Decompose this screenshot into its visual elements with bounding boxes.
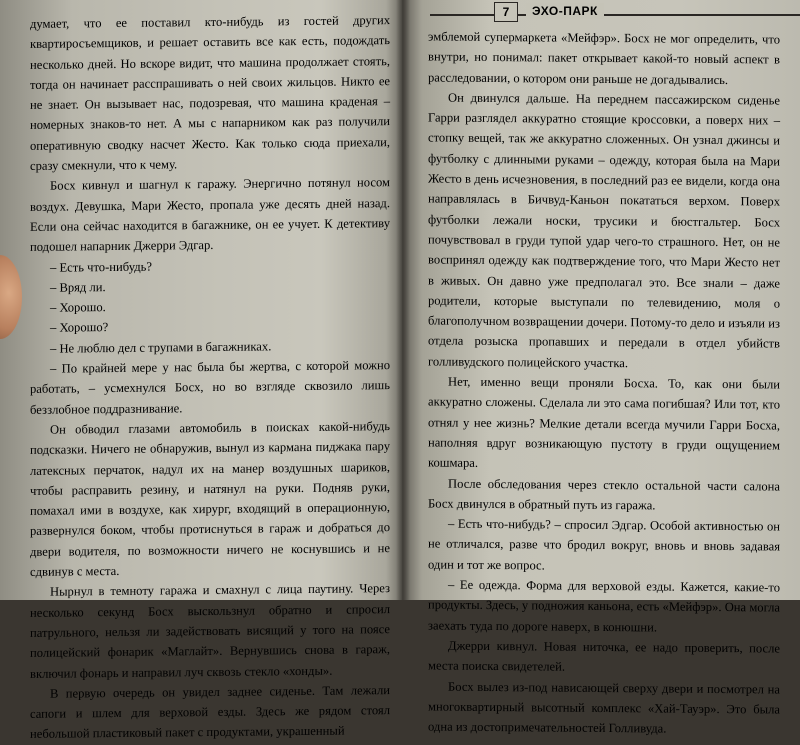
- dialogue-line: – Не люблю дел с трупами в багажниках.: [50, 339, 272, 356]
- page-header: [410, 0, 800, 26]
- running-head-title: ЭХО-ПАРК: [526, 3, 604, 19]
- dialogue-line: – Хорошо.: [50, 300, 106, 315]
- dialogue-line: – По крайней мере у нас была бы жертва, с которой можно работать, – усмехнулся Босх, но во взгляде сквозило лишь беззлобное поддразнивание.: [30, 358, 390, 417]
- left-page-text: [30, 10, 390, 744]
- paragraph: Нет, именно вещи проняли Босха. То, как они были аккуратно сложены. Сделала ли это сама погибшая? Или тот, кто отнял у нее жизнь? Мелкие детали всегда мучили Гарри Босха, наполняя вдруг возникающую пустоту в груди ощущением кошмара.: [428, 374, 780, 471]
- paragraph: После обследования через стекло остальной части салона Босх двинулся в обратный путь из гаража.: [428, 476, 780, 513]
- dialogue-line: – Есть что-нибудь? – спросил Эдгар. Особой активностью он не отличался, разве что бродил вокруг, вновь и вновь задавая один и тот же вопрос.: [428, 516, 780, 573]
- header-rule: [430, 14, 800, 16]
- paragraph: Нырнул в темноту гаража и смахнул с лица паутину. Через несколько секунд Босх выскользнул обратно и спросил патрульного, нельзя ли задействовать висящий у того на поясе полицейский фонарик «Маглайт». Вернувшись снова в гараж, включил фонарь и направил луч сквозь стекло «хонды».: [30, 581, 390, 681]
- paragraph: В первую очередь он увидел заднее сиденье. Там лежали сапоги и шлем для верховой езды. Здесь же рядом стоял небольшой пластиковый пакет с продуктами, украшенный: [30, 682, 390, 742]
- paragraph: Босх кивнул и шагнул к гаражу. Энергично потянул носом воздух. Девушка, Мари Жесто, пропала уже десять дней назад. Если она сейчас находится в багажнике, он ее учует. К детективу подошел напарник Джерри Эдгар.: [30, 175, 390, 255]
- paragraph: Он двинулся дальше. На переднем пассажирском сиденье Гарри разглядел аккуратно стоящие кроссовки, а поверх них – стопку вещей, так же аккуратно сложенных. Он узнал джинсы и футболку с длинными руками – одежду, которая была на Мари Жесто в день исчезновения, в последний раз ее видели, когда она направлялась в Бичвуд-Каньон покататься верхом. Поверх футболки лежали носки, трусики и бюстгальтер. Босх почувствовал в груди тупой удар чего-то страшного. Нет, он не воспринял одежду как подтверждение того, что Мари Жесто нет в живых. Он давно уже предполагал это. Все знали – даже родители, которые выступали по телевидению, моля о благополучном возвращении дочери. Потому-то дело и изъяли из отдела розыска пропавших и передали в отдел убийств голливудского полицейского участка.: [428, 90, 780, 370]
- paragraph: эмблемой супермаркета «Мейфэр». Босх не мог определить, что внутри, но понимал: пакет открывает какой-то новый аспект в расследовании, о котором они раньше не догадывались.: [428, 29, 780, 87]
- page-number: 7: [494, 2, 518, 22]
- dialogue-line: – Ее одежда. Форма для верховой езды. Кажется, какие-то продукты. Здесь, у подножия каньона, есть «Мейфэр». Она могла заехать туда по дороге наверх, в конюшни.: [428, 577, 780, 635]
- paragraph: думает, что ее поставил кто-нибудь из гостей других квартиросъемщиков, и решает оставить все как есть, подождать несколько дней. Но вскоре видит, что машина продолжает стоять, тогда он начинает расспрашивать о ней своих жильцов. Никто ее не знает. Он вызывает нас, подозревая, что машина краденая – номерных знаков-то нет. А мы с напарником как раз получили оперативную сводку насчет Жесто. Как только сюда приехали, сразу смекнули, что к чему.: [30, 13, 390, 173]
- dialogue-line: – Вряд ли.: [50, 279, 106, 295]
- paragraph: Он обводил глазами автомобиль в поисках какой-нибудь подсказки. Ничего не обнаружив, вынул из кармана пиджака пару латексных перчаток, надул их на манер воздушных шариков, чтобы расправить резину, и натянул на руки. Подняв руки, помахал ими в воздухе, как хирург, входящий в операционную, развернулся боком, чтобы протиснуться в гараж и добраться до двери водителя, по возможности ничего не коснувшись и не сдвинув с места.: [30, 419, 390, 579]
- right-page-text: [428, 26, 780, 739]
- thumb-holding-page: [0, 255, 22, 339]
- book-gutter: [396, 0, 410, 600]
- paragraph: Джерри кивнул. Новая ниточка, ее надо проверить, после места поиска свидетелей.: [428, 638, 780, 674]
- paragraph: Босх вылез из-под нависающей сверху двери и посмотрел на многоквартирный высотный комплекс «Хай-Тауэр». Это была одна из достопримечательностей Голливуда.: [428, 679, 780, 736]
- dialogue-line: – Хорошо?: [50, 320, 109, 336]
- dialogue-line: – Есть что-нибудь?: [50, 259, 152, 275]
